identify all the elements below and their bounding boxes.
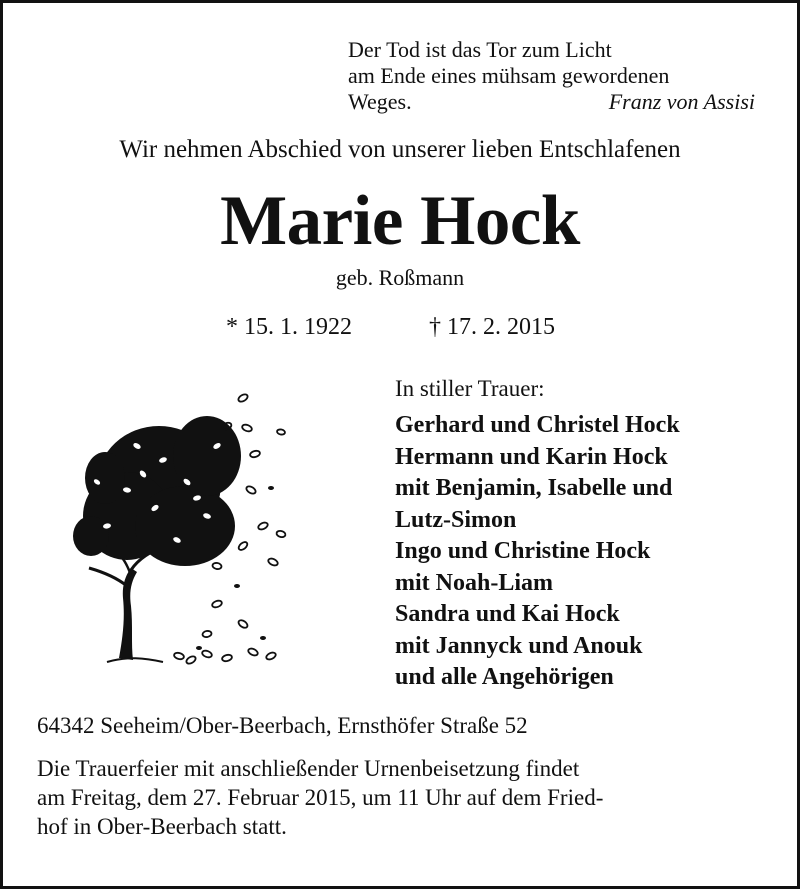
ceremony-line: hof in Ober-Beerbach statt. (37, 814, 287, 839)
mourners-list (395, 410, 680, 694)
deceased-name: Marie Hock (220, 182, 580, 260)
address: 64342 Seeheim/Ober-Beerbach, Ernsthöfer Straße 52 (37, 713, 528, 738)
list-item: mit Jannyck und Anouk (395, 632, 643, 659)
quote-author: Franz von Assisi (608, 89, 755, 114)
intro-text: Wir nehmen Abschied von unserer lieben Entschlafenen (119, 136, 681, 163)
list-item: und alle Angehörigen (395, 664, 614, 690)
list-item: Lutz-Simon (395, 506, 517, 533)
list-item: mit Noah-Liam (395, 569, 553, 596)
list-item: Sandra und Kai Hock (395, 601, 620, 627)
birth-name: geb. Roßmann (335, 265, 465, 290)
list-item: mit Benjamin, Isabelle und (395, 475, 673, 501)
ceremony-text (37, 754, 603, 841)
ceremony-line: am Freitag, dem 27. Februar 2015, um 11 Uhr auf dem Fried- (37, 785, 604, 810)
quote-line: am Ende eines mühsam gewordenen (348, 63, 670, 88)
quote-line: Der Tod ist das Tor zum Licht (348, 37, 612, 62)
list-item: Gerhard und Christel Hock (395, 412, 680, 438)
mourning-label: In stiller Trauer: (395, 376, 545, 401)
ceremony-line: Die Trauerfeier mit anschließender Urnenbeisetzung findet (37, 756, 580, 781)
death-date: † 17. 2. 2015 (429, 314, 555, 340)
list-item: Hermann und Karin Hock (395, 443, 668, 470)
list-item: Ingo und Christine Hock (395, 538, 651, 564)
birth-date: * 15. 1. 1922 (226, 314, 352, 340)
tree-in-wind-icon (67, 386, 297, 676)
quote-line: Weges. (348, 89, 412, 114)
